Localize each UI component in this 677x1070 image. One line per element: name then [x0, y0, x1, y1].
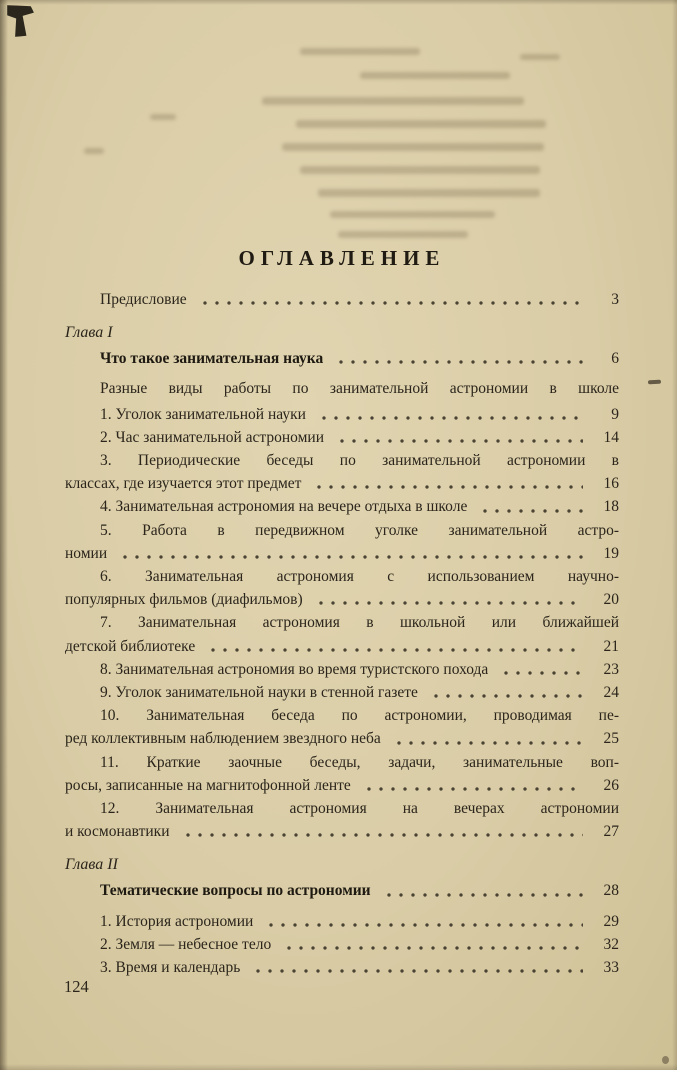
toc-entry [65, 879, 619, 902]
corner-ink-mark [7, 5, 34, 37]
entry-text: 1. Уголок занимательной науки [100, 405, 306, 423]
entry-page-number: 9 [611, 405, 619, 423]
entry-line [65, 774, 619, 797]
entry-page-number: 33 [603, 959, 619, 977]
toc-list [65, 288, 619, 979]
entry-page-number: 20 [603, 591, 619, 609]
entry-page-number: 27 [603, 823, 619, 841]
dot-leader [497, 669, 583, 677]
toc-entry [65, 658, 619, 681]
entry-page-number: 16 [603, 475, 619, 493]
entry-line: 3. Периодические беседы по занимательной астрономии в [100, 452, 619, 470]
entry-text: 8. Занимательная астрономия во время туристского похода [100, 660, 489, 678]
page-edge-shadow-top [0, 0, 677, 5]
entry-line: 11. Краткие заочные беседы, задачи, занимательные воп- [100, 753, 619, 771]
entry-line [65, 681, 619, 704]
dot-leader [315, 414, 583, 422]
toc-entry [65, 449, 619, 495]
dot-leader [390, 739, 583, 747]
entry-page-number: 24 [603, 684, 619, 702]
entry-line [65, 472, 619, 495]
entry-line: 12. Занимательная астрономия на вечерах астрономии [100, 800, 619, 818]
chapter-heading: Глава I [65, 324, 113, 342]
dot-leader [179, 831, 584, 839]
dot-leader [380, 891, 583, 899]
toc-title: ОГЛАВЛЕНИЕ [238, 246, 446, 270]
toc-entry [65, 565, 619, 611]
dot-leader [360, 785, 583, 793]
entry-text: ред коллективным наблюдением звездного неба [65, 730, 381, 748]
dot-leader [249, 967, 583, 975]
dot-leader [196, 299, 583, 307]
toc-entry [65, 933, 619, 956]
entry-line: 6. Занимательная астрономия с использованием научно- [100, 568, 619, 586]
entry-line [65, 288, 619, 311]
ink-speck [662, 1056, 669, 1064]
entry-line: 10. Занимательная беседа по астрономии, проводимая пе- [100, 707, 619, 725]
toc-entry [65, 426, 619, 449]
toc-entry [65, 797, 619, 843]
entry-text: 3. Время и календарь [100, 959, 241, 977]
entry-line [65, 727, 619, 750]
entry-text: популярных фильмов (диафильмов) [65, 591, 303, 609]
toc-entry [65, 519, 619, 565]
dot-leader [312, 599, 583, 607]
entry-line: 5. Работа в передвижном уголке занимательной астро- [100, 521, 619, 539]
entry-line [65, 820, 619, 843]
toc-entry [65, 681, 619, 704]
entry-line [65, 588, 619, 611]
toc-entry [65, 704, 619, 750]
entry-text: Предисловие [100, 291, 187, 308]
toc-entry [65, 956, 619, 979]
entry-page-number: 6 [611, 350, 619, 368]
entry-text: Тематические вопросы по астрономии [100, 882, 371, 900]
entry-text: классах, где изучается этот предмет [65, 475, 302, 493]
entry-line [65, 879, 619, 902]
toc-entry [65, 751, 619, 797]
entry-line [65, 495, 619, 518]
entry-page-number: 23 [603, 660, 619, 678]
entry-page-number: 29 [603, 912, 619, 930]
entry-line: Разные виды работы по занимательной астрономии в школе [100, 380, 619, 398]
entry-page-number: 32 [603, 935, 619, 953]
entry-line [65, 956, 619, 979]
entry-text: 2. Час занимательной астрономии [100, 428, 325, 446]
entry-text: 2. Земля — небесное тело [100, 935, 272, 953]
dot-leader [476, 507, 583, 515]
entry-line [65, 426, 619, 449]
dot-leader [204, 646, 583, 654]
entry-line [65, 933, 619, 956]
entry-line [65, 403, 619, 426]
dot-leader [280, 944, 583, 952]
entry-line: 7. Занимательная астрономия в школьной или ближайшей [100, 614, 619, 632]
page-edge-shadow-left [0, 0, 8, 1070]
toc-entry [65, 611, 619, 657]
entry-line [65, 635, 619, 658]
entry-page-number: 14 [603, 428, 619, 446]
dot-leader [332, 358, 583, 366]
entry-page-number: 21 [603, 637, 619, 655]
entry-page-number: 18 [603, 498, 619, 516]
entry-line [65, 542, 619, 565]
folio-page-number: 124 [64, 977, 89, 996]
toc-entry [65, 347, 619, 370]
toc-entry [65, 288, 619, 311]
toc-entry [65, 495, 619, 518]
entry-page-number: 19 [603, 544, 619, 562]
entry-page-number: 26 [603, 776, 619, 794]
entry-text: 4. Занимательная астрономия на вечере отдыха в школе [100, 498, 468, 516]
toc-entry [65, 910, 619, 933]
page-edge-shadow-bottom [0, 1064, 677, 1070]
entry-text: 1. История астрономии [100, 912, 254, 930]
entry-page-number: 3 [611, 291, 619, 308]
entry-line [65, 658, 619, 681]
dot-leader [262, 921, 583, 929]
page-edge-shadow-right [672, 0, 677, 1070]
dot-leader [333, 437, 583, 445]
dot-leader [310, 483, 583, 491]
toc-entry [65, 377, 619, 400]
entry-text: 9. Уголок занимательной науки в стенной газете [100, 684, 418, 702]
entry-text: росы, записанные на магнитофонной ленте [65, 776, 351, 794]
dot-leader [116, 553, 583, 561]
toc-entry [65, 403, 619, 426]
entry-page-number: 25 [603, 730, 619, 748]
chapter-heading: Глава II [65, 856, 118, 874]
dot-leader [427, 692, 583, 700]
toc [65, 246, 619, 979]
margin-dash-mark [648, 380, 661, 385]
entry-text: номии [65, 544, 108, 562]
entry-text: Что такое занимательная наука [100, 350, 324, 368]
entry-line [65, 910, 619, 933]
entry-text: и космонавтики [65, 823, 170, 841]
entry-text: детской библиотеке [65, 637, 196, 655]
entry-line [65, 347, 619, 370]
entry-page-number: 28 [603, 882, 619, 900]
